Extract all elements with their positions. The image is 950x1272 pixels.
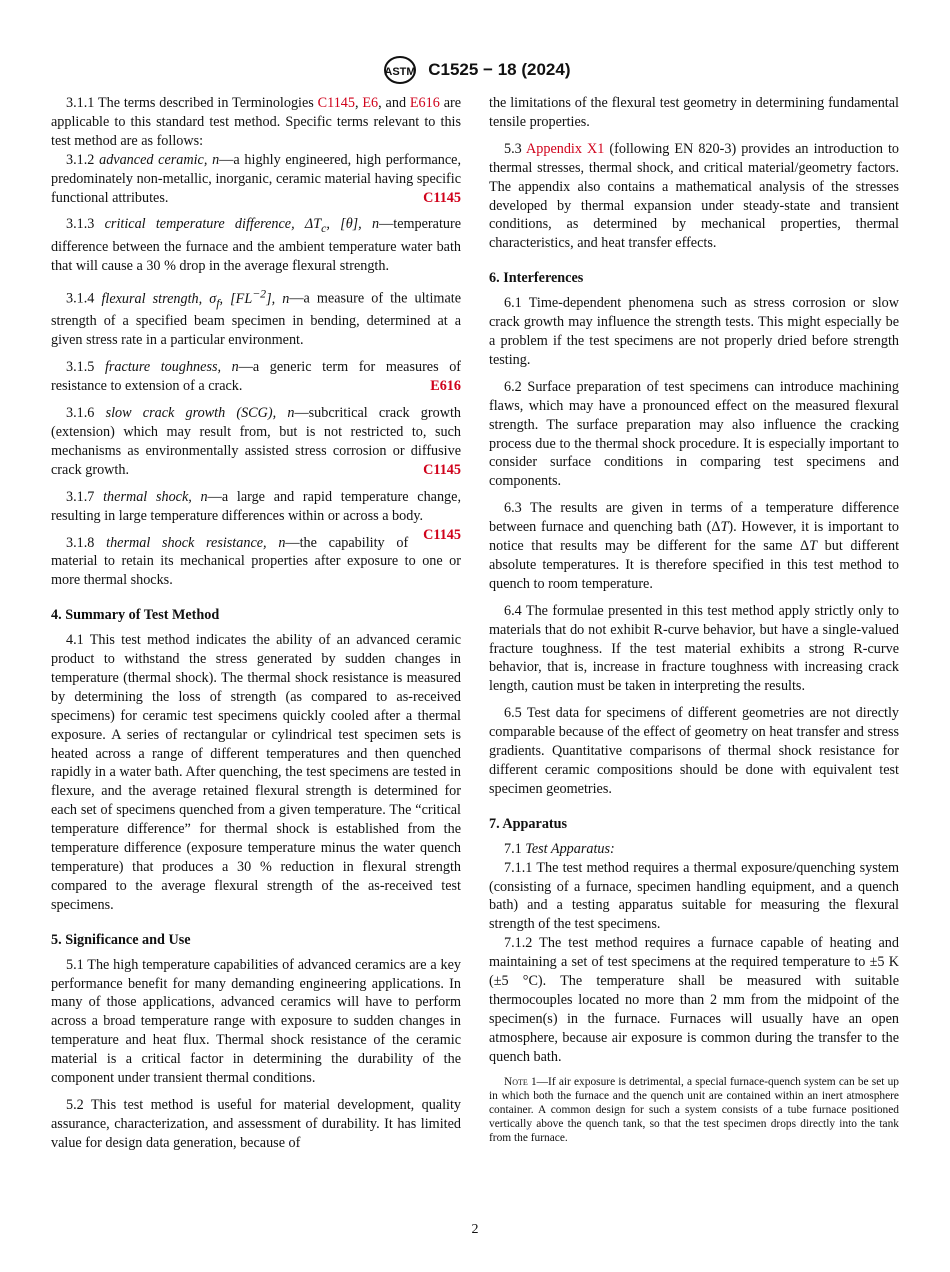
ref-e616-link[interactable]: E616 (409, 95, 440, 111)
section-6-heading: 6. Interferences (489, 270, 584, 287)
ref-c1145-link[interactable]: C1145 (317, 95, 355, 111)
para-5-2-continued: the limitations of the flexural test geometry in determining fundamental tensile properties. (489, 95, 899, 130)
para-5-1: 5.1 The high temperature capabilities of advanced ceramics are a key performance benefit for many demanding engineering applications. In many of those applications, advanced ceramics will have to perform across a broad temperature range with exposure to sudden changes in temperature and heat flux. Thermal shock resistance of the ceramic material is a critical factor in determining the durability of the component under transient thermal conditions. (51, 956, 461, 1087)
para-7-1: 7.1 Test Apparatus: (504, 840, 615, 857)
para-3-1-7: 3.1.7 thermal shock, n—a large and rapid temperature change, resulting in large temperature differences within or across a body. C1145 (51, 488, 461, 543)
source-tag[interactable]: C1145 (423, 526, 461, 543)
para-3-1-6: 3.1.6 slow crack growth (SCG), n—subcritical crack growth (extension) which may result from, but is not restricted to, such mechanisms as environmentally assisted stress corrosion or diffusive crack growth. C1145 (51, 405, 461, 478)
para-6-3: 6.3 The results are given in terms of a temperature difference between furnace and quenching bath (ΔT). However, it is important to notice that results may be different for the same ΔT but different absolute temperatures. It is therefore specified in this test method to quench to room temperature. (489, 500, 900, 592)
svg-text:ASTM: ASTM (383, 66, 416, 78)
para-5-3: 5.3 Appendix X1 (following EN 820-3) provides an introduction to thermal stresses, thermal shock, and critical material/geometry factors. The appendix also contains a mathematical analysis of the stresses developed by thermal expansion under steady-state and transient conditions, as determined by mechanical properties, thermal characteristics, and heat transfer effects. (489, 140, 900, 252)
para-5-2: 5.2 This test method is useful for material development, quality assurance, characterization, and assessment of durability. It has limited value for design data generation, because of (51, 1096, 461, 1151)
para-3-1-4: 3.1.4 flexural strength, $\sigma_f$, $[FL^{-2}]$, n—a measure of the ultimate strength of a specified beam specimen in bending, determined at a given stress rate in a particular environment. (51, 285, 461, 349)
para-3-1-3: 3.1.3 critical temperature difference, $\Delta T_c$, [θ], n—temperature difference between the furnace and the ambient temperature water bath that will cause a 30 % drop in the average flexural strength. (51, 216, 462, 275)
page-number: 2 (471, 1222, 479, 1237)
para-6-4: 6.4 The formulae presented in this test method apply strictly only to materials that do not exhibit R-curve behavior, but have a single-valued fracture toughness. If the test material exhibits a strong R-curve behavior, that is, increase in fracture toughness with increasing crack length, caution must be taken in interpreting the results. (489, 602, 899, 695)
para-3-1-1: 3.1.1 The terms described in Terminologies C1145, E6, and E616 are applicable to this standard test method. Specific terms relevant to this test method are as follows: (51, 95, 462, 149)
section-5-heading: 5. Significance and Use (51, 931, 191, 948)
para-3-1-8: 3.1.8 thermal shock resistance, n—the capability of material to retain its mechanical properties after exposure to one or more thermal shocks. (51, 534, 461, 589)
para-7-1-2: 7.1.2 The test method requires a furnace capable of heating and maintaining a set of test specimens at the required temperature to ±5 K (±5 °C). The temperature shall be measured with suitable thermocouples located no more than 2 mm from the midpoint of the specimen(s) in the furnace. Furnaces will usually have an open atmosphere, because air exposure is common during the transfer to the quench bath. (489, 935, 899, 1065)
left-column (51, 94, 461, 1161)
note-1: Note 1—If air exposure is detrimental, a special furnace-quench system can be set up in which both the furnace and the quench unit are contained within an inert atmosphere container. A common design for such a system consists of a tube furnace positioned vertically above the quench tank, so that the test specimen drops directly into the tank from the furnace. (489, 1075, 899, 1145)
source-tag[interactable]: E616 (430, 378, 461, 395)
appendix-x1-link[interactable]: Appendix X1 (526, 140, 605, 157)
document-designation: C1525 − 18 (2024) (428, 60, 571, 79)
para-4-1: 4.1 This test method indicates the ability of an advanced ceramic product to withstand the stress generated by sudden changes in temperature (thermal shock). The thermal shock resistance is measured by determining the loss of strength (as compared to as-received specimens) for ceramic test specimens quickly cooled after a thermal exposure. A series of rectangular or cylindrical test specimen sets is heated across a range of different temperatures and then quenched rapidly in a water bath. After quenching, the test specimens are tested in flexure, and the average retained flexural strength is determined for each set of specimens quenched from a given temperature. The “critical temperature difference” for thermal shock is established from the temperature difference (exposure temperature minus the water quench temperature) that produces a 30 % reduction in flexural strength compared to the average flexural strength of the as-received test specimens. (51, 632, 461, 913)
section-7-heading: 7. Apparatus (489, 815, 568, 832)
para-6-2: 6.2 Surface preparation of test specimens can introduce machining flaws, which may have a pronounced effect on the measured flexural strength. The surface preparation may also influence the cracking process due to the thermal shock procedure. It is especially important to consider surface conditions in comparing test specimens and components. (489, 378, 899, 490)
para-6-5: 6.5 Test data for specimens of different geometries are not directly comparable because of the effect of geometry on heat transfer and stress gradients. Quantitative comparisons of thermal shock resistance for different ceramic compositions should be done with equivalent test specimen geometries. (489, 705, 899, 797)
para-3-1-2: 3.1.2 advanced ceramic, n—a highly engineered, high performance, predominately non-metallic, inorganic, ceramic material having specific functional attributes. C1145 (51, 151, 462, 206)
section-4-heading: 4. Summary of Test Method (51, 607, 220, 624)
para-7-1-1: 7.1.1 The test method requires a thermal exposure/quenching system (consisting of a furnace, specimen handling equipment, and a quench bath) and a testing apparatus suitable for measuring the flexural strength of the test specimens. (489, 859, 899, 933)
astm-logo-icon (380, 55, 420, 85)
source-tag[interactable]: C1145 (423, 189, 461, 206)
right-column (489, 94, 899, 1154)
source-tag[interactable]: C1145 (423, 461, 461, 478)
ref-e6-link[interactable]: E6 (362, 95, 379, 111)
para-6-1: 6.1 Time-dependent phenomena such as stress corrosion or slow crack growth may influence the strength tests. This might especially be a problem if the test specimens are not properly dried before strength testing. (489, 295, 899, 368)
para-3-1-5: 3.1.5 fracture toughness, n—a generic term for measures of resistance to extension of a crack. E616 (51, 359, 462, 395)
page-header (0, 55, 950, 85)
